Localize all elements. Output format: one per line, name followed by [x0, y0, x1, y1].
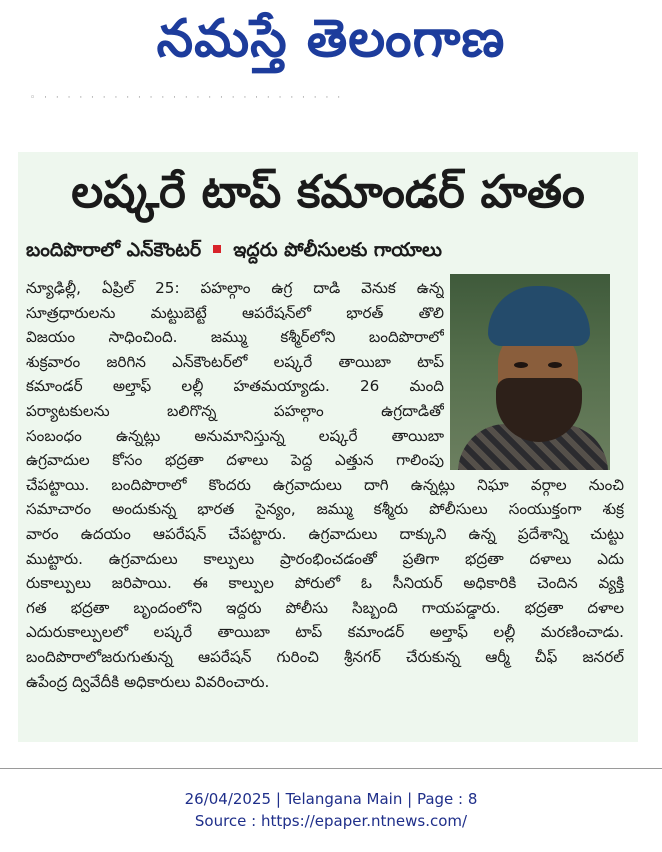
body-line: పర్యాటకులను బలిగొన్న పహల్గాం ఉగ్రదాడితో	[26, 401, 444, 420]
body-line: ఉపేంద్ర ద్వివేదీకి అధికారులు వివరించారు.	[26, 672, 270, 691]
body-line: సూత్రధారులను మట్టుబెట్టే ఆపరేషన్‌లో భారత్ తొలి	[26, 303, 444, 322]
square-bullet-icon	[213, 245, 221, 253]
edition-info: 26/04/2025 | Telangana Main | Page : 8	[184, 790, 478, 808]
subheading-encounter: బందిపొరాలో ఎన్‌కౌంటర్	[26, 239, 202, 261]
body-line: వారం ఉదయం ఆపరేషన్ చేపట్టారు. ఉగ్రవాదులు దాక్కుని ఉన్న ప్రదేశాన్ని చుట్టు	[26, 524, 624, 543]
body-line: గత భద్రతా బృందంలోని ఇద్దరు పోలీసు సిబ్బంది గాయపడ్డారు. భద్రతా దళాల	[26, 598, 624, 617]
body-line: కమాండర్ అల్తాఫ్ లల్లీ హతమయ్యాడు. 26 మంది	[26, 377, 444, 396]
article-subheadings	[26, 235, 631, 265]
body-line: బందిపొరాలోజరుగుతున్న ఆపరేషన్ గురించి శ్రీనగర్ చేరుకున్న ఆర్మీ చీఫ్ జనరల్	[26, 647, 624, 666]
newspaper-logo: నమస్తే తెలంగాణ	[156, 8, 506, 69]
news-clipping	[18, 152, 638, 742]
subheading-injuries: ఇద్దరు పోలీసులకు గాయాలు	[233, 239, 442, 261]
body-line: ముట్టారు. ఉగ్రవాదులు కాల్పులు ప్రారంభించడంతో ప్రతిగా భద్రతా దళాలు ఎదు	[26, 549, 624, 568]
clipping-footer	[0, 788, 662, 832]
body-line: సంబంధం ఉన్నట్లు అనుమానిస్తున్న లష్కరే తాయిబా	[26, 426, 444, 445]
body-line: రుకాల్పులు జరిపాయి. ఈ కాల్పుల పోరులో ఓ సీనియర్ అధికారికి చెందిన వ్యక్తి	[26, 574, 624, 593]
body-line: ఉగ్రవాదుల కోసం భద్రతా దళాలు పెద్ద ఎత్తున గాలింపు	[26, 451, 444, 470]
newspaper-masthead	[0, 0, 662, 78]
masthead-tagline-strip: ◦ · · · · · · · · · · · · · · · · · · · · · · · · · ·	[30, 93, 344, 103]
body-line: శుక్రవారం జరిగిన ఎన్‌కౌంటర్‌లో లష్కరే తాయిబా టాప్	[26, 352, 444, 371]
article-headline: లష్కరే టాప్ కమాండర్ హతం	[71, 165, 585, 218]
body-line: సమాచారం అందుకున్న భారత సైన్యం, జమ్ము కశ్మీరు పోలీసులు సంయుక్తంగా శుక్ర	[26, 500, 624, 519]
body-line: ఎదురుకాల్పులలో లష్కరే తాయిబా టాప్ కమాండర్ అల్తాఫ్ లల్లీ మరణించాడు.	[26, 623, 624, 642]
body-line: న్యూఢిల్లీ, ఏప్రిల్ 25: పహల్గాం ఉగ్ర దాడి వెనుక ఉన్న	[26, 279, 444, 297]
body-line: చేపట్టాయి. బందిపొరాలో కొందరు ఉగ్రవాదులు దాగి ఉన్నట్లు నిఘా వర్గాల నుంచి	[26, 475, 624, 494]
source-link: Source : https://epaper.ntnews.com/	[194, 812, 468, 830]
article-body	[26, 276, 628, 694]
body-line: విజయం సాధించింది. జమ్ము కశ్మీర్‌లోని బందిపొరాలో	[26, 328, 444, 347]
footer-divider	[0, 768, 662, 769]
